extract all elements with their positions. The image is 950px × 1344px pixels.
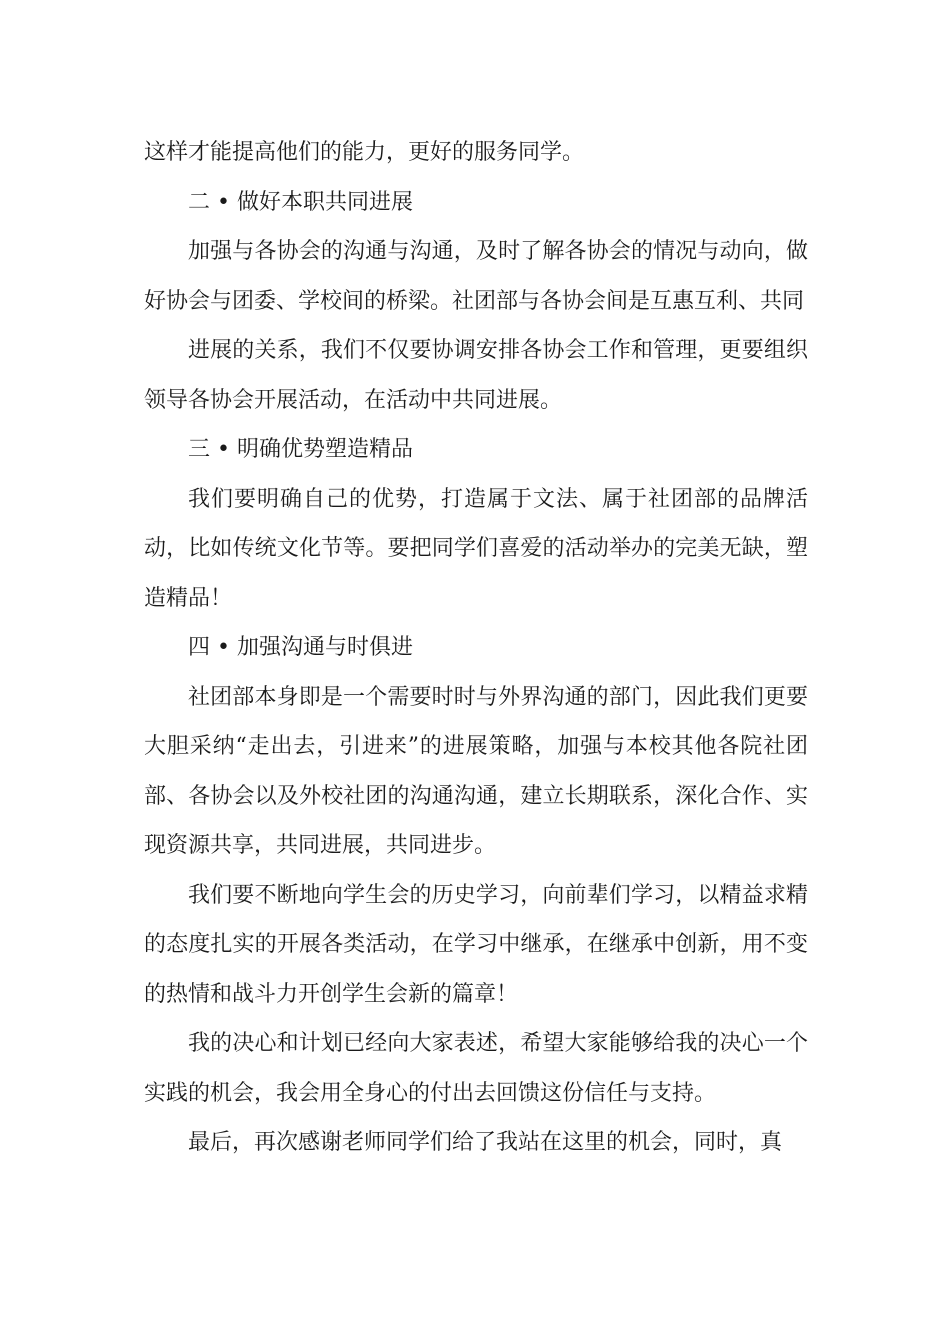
section-heading: 二 • 做好本职共同进展: [188, 189, 413, 215]
paragraph: 进展的关系，我们不仅要协调安排各协会工作和管理，更要组织领导各协会开展活动，在活动中共同进展。: [144, 338, 808, 413]
paragraph: 我们要明确自己的优势，打造属于文法、属于社团部的品牌活动，比如传统文化节等。要把同学们喜爱的活动举办的完美无缺，塑造精品！: [144, 486, 808, 611]
section-heading: 三 • 明确优势塑造精品: [188, 437, 413, 462]
paragraph: 这样才能提高他们的能力，更好的服务同学。: [144, 140, 585, 165]
section-heading: 四 • 加强沟通与时俱进: [188, 635, 413, 660]
paragraph: 社团部本身即是一个需要时时与外界沟通的部门，因此我们更要大胆采纳“走出去，引进来”的进展策略，加强与本校其他各院社团部、各协会以及外校社团的沟通沟通，建立长期联系，深化合作、实现资源共享，共同进展，共同进步。: [144, 684, 808, 858]
paragraph: 加强与各协会的沟通与沟通，及时了解各协会的情况与动向，做好协会与团委、学校间的桥梁。社团部与各协会间是互惠互利、共同: [144, 239, 808, 314]
paragraph: 我们要不断地向学生会的历史学习，向前辈们学习，以精益求精的态度扎实的开展各类活动，在学习中继承，在继承中创新，用不变的热情和战斗力开创学生会新的篇章！: [144, 882, 808, 1007]
paragraph: 我的决心和计划已经向大家表述，希望大家能够给我的决心一个实践的机会，我会用全身心的付出去回馈这份信任与支持。: [144, 1031, 808, 1106]
paragraph: 最后，再次感谢老师同学们给了我站在这里的机会，同时，真: [188, 1130, 783, 1155]
document-body: [144, 128, 808, 1168]
